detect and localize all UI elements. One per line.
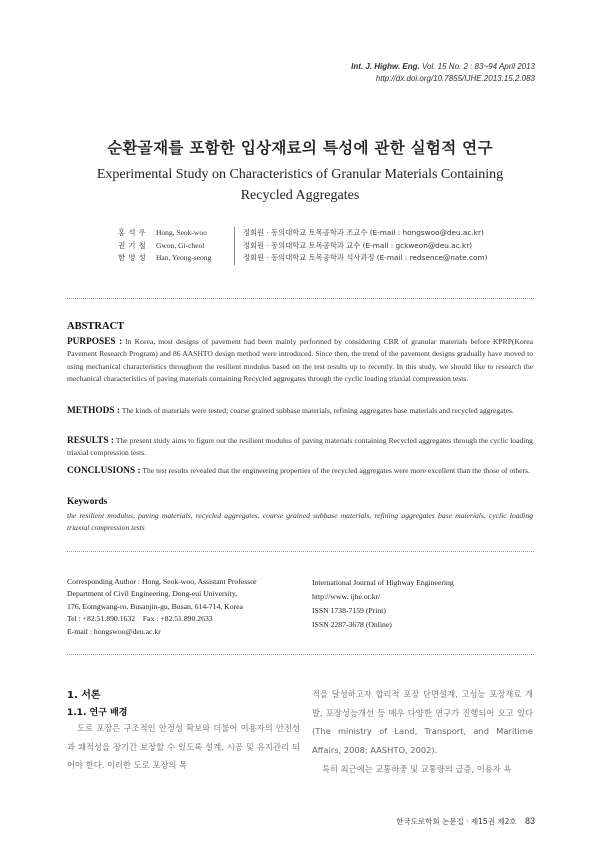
subsection-heading: 1.1. 연구 배경 [67, 708, 128, 718]
page-number: 83 [524, 816, 535, 826]
issn-print: ISSN 1738-7159 (Print) [312, 606, 386, 615]
abstract-purposes [67, 336, 533, 386]
results-text: The present study aims to figure out the resilient modulus of paving materials containing Recycled aggregates through the cyclic loading triaxial compression tests. [67, 436, 533, 458]
author-row [118, 227, 487, 240]
journal-header [351, 61, 535, 85]
author-name-ko: 권기철 [118, 240, 149, 250]
issn-online: ISSN 2287-3678 (Online) [312, 620, 392, 629]
journal-url[interactable]: http://www. ijhe.or.kr/ [312, 592, 381, 601]
author-list [118, 227, 487, 265]
keywords-text: the resilient modulus, paving materials, recycled aggregates, coarse grained subbase materials, refining aggregates base materials, cyclic loading triaxial compression tests [67, 511, 533, 533]
body-text-left: 도로 포장은 구조적인 안정성 확보와 더불어 이용자의 안전성과 쾌적성을 장기간 보장할 수 있도록 설계, 시공 및 유지관리 되어야 한다. 이러한 도로 포장의 목 [67, 723, 300, 771]
section-heading: 1. 서론 [67, 690, 101, 701]
results-label: RESULTS : [67, 436, 115, 446]
divider [234, 227, 235, 240]
abstract-heading: ABSTRACT [67, 321, 125, 332]
abstract-conclusions [67, 465, 533, 477]
author-name-en: Gwon, Gi-cheol [156, 240, 205, 250]
corr-line: 176, Eomgwang-ro, Busanjin-gu, Busan, 614-714, Korea [67, 601, 243, 611]
body-text-right [312, 685, 533, 779]
separator-top [67, 298, 534, 299]
conclusions-text: The test results revealed that the engineering properties of the recycled aggregates were more excellent than the those of others. [142, 466, 530, 475]
author-name-ko: 홍석우 [118, 228, 149, 237]
page-footer [396, 816, 535, 827]
corr-line: Corresponding Author : Hong, Seok-woo, Assistant Professor [67, 577, 257, 586]
corresponding-author [67, 576, 257, 638]
abstract-methods [67, 405, 533, 417]
author-name-en: Han, Yeong-seong [156, 253, 212, 262]
title-korean: 순환골재를 포함한 입상재료의 특성에 관한 실험적 연구 [107, 139, 493, 157]
author-affiliation: 정회원 · 동의대학교 토목공학과 조교수 (E-mail : hongswoo@deu.ac.kr) [243, 228, 484, 237]
divider [234, 240, 235, 253]
divider [234, 252, 235, 265]
citation: Vol. 15 No. 2 : 83~94 April 2013 [421, 62, 535, 71]
journal-name: International Journal of Highway Engineering [312, 578, 454, 587]
journal-info [312, 576, 454, 632]
doi-link[interactable]: http://dx.doi.org/10.7855/IJHE.2013.15.2.083 [375, 74, 535, 83]
corr-line: Department of Civil Engineering, Dong-eui University, [67, 589, 238, 599]
author-affiliation: 정회원 · 동의대학교 토목공학과 교수 (E-mail : gckweon@deu.ac.kr) [243, 240, 473, 250]
title-english-line2: Recycled Aggregates [240, 188, 360, 203]
footer-journal: 한국도로학회 논문집 · 제15권 제2호 [396, 817, 517, 826]
author-affiliation: 정회원 · 동의대학교 토목공학과 석사과정 (E-mail : redsence@nate.com) [243, 253, 488, 262]
abstract-results [67, 435, 533, 460]
purposes-label: PURPOSES : [67, 337, 123, 347]
body-paragraph: 특히 최근에는 교통하중 및 교통량의 급증, 이용자 욕 [322, 763, 512, 774]
corr-line: Tel : +82.51.890.1632 Fax : +82.51.890.2633 [67, 614, 213, 624]
methods-label: METHODS : [67, 406, 120, 416]
corr-email[interactable]: E-mail : hongswoo@deu.ac.kr [67, 626, 161, 636]
methods-text: The kinds of materials were tested; coarse grained subbase materials, refining aggregates base materials and recycled aggregates. [121, 406, 514, 415]
title-english [60, 164, 540, 206]
keywords-heading: Keywords [67, 497, 108, 507]
title-english-line1: Experimental Study on Characteristics of Granular Materials Containing [96, 167, 504, 182]
separator-bottom [67, 654, 534, 655]
author-name-ko: 한영성 [118, 253, 149, 262]
body-paragraph: 적을 달성하고자 합리적 포장 단면설계, 고성능 포장재료 개발, 포장성능개선 등 매우 다양한 연구가 진행되어 오고 있다(The ministry of Land, Transport, and Maritime Affairs, 2008; AASHTO, 2002). [312, 689, 533, 756]
author-row [118, 252, 487, 265]
conclusions-label: CONCLUSIONS : [67, 466, 141, 476]
separator-middle [67, 551, 534, 552]
purposes-text: In Korea, most designs of pavement had been mainly performed by considering CBR of granular materials before KPRP(Korea Pavement Research Program) and 86 AASHTO design method were introduced. Since then, the trend of the pavement designs gradually have moved to using mechanical characteristics throughout the resilient modulus based on the test results up to recently. In this study, we should like to research the mechanical characteristics of paving materials containing Recycled aggregates through the cyclic loading triaxial compression tests. [67, 337, 533, 384]
author-name-en: Hong, Seok-woo [156, 228, 207, 237]
author-row [118, 240, 487, 253]
journal-abbr: Int. J. Highw. Eng. [351, 62, 420, 71]
